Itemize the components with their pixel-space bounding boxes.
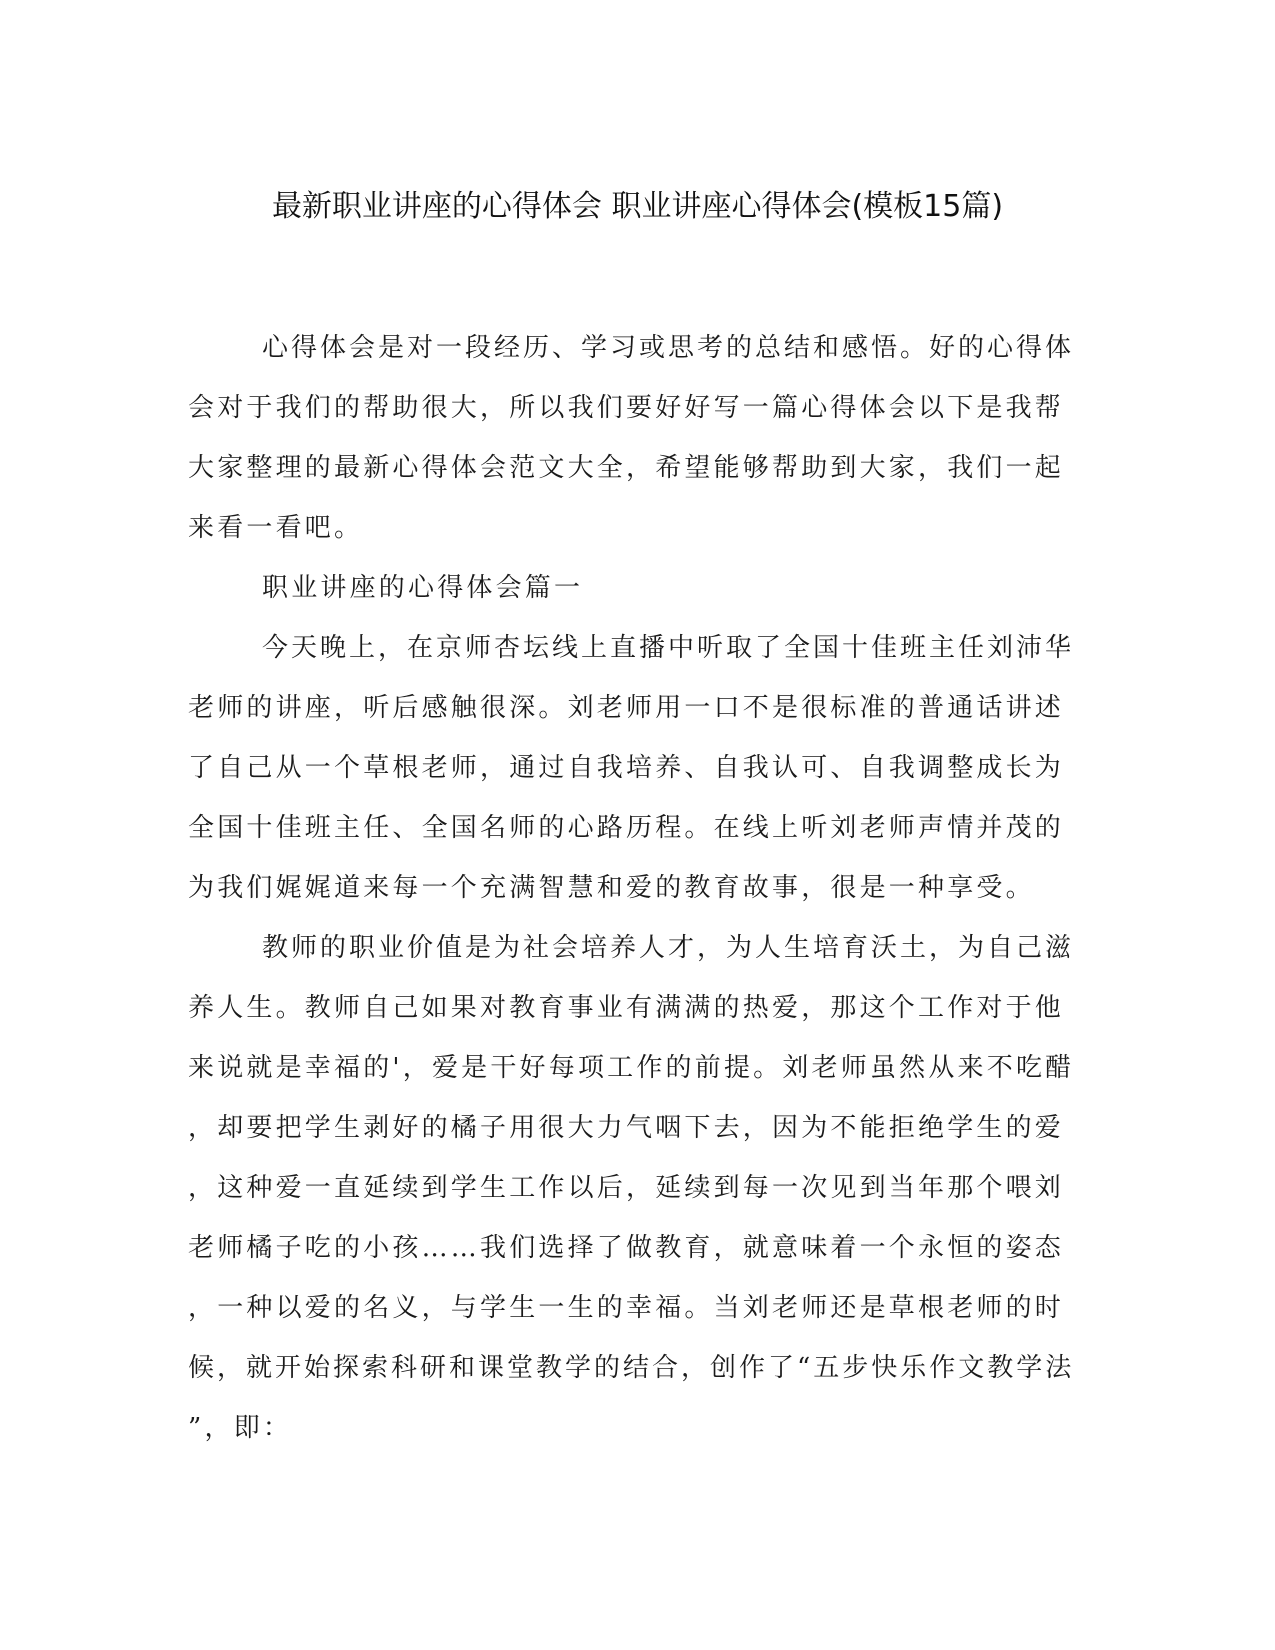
paragraph-2-line-6: 老师橘子吃的小孩……我们选择了做教育，就意味着一个永恒的姿态 [188, 1233, 1065, 1263]
paragraph-2-line-8: 候，就开始探索科研和课堂教学的结合，创作了“五步快乐作文教学法 [188, 1353, 1075, 1383]
paragraph-1-line-5: 为我们娓娓道来每一个充满智慧和爱的教育故事，很是一种享受。 [188, 873, 1035, 903]
paragraph-1-line-3: 了自己从一个草根老师，通过自我培养、自我认可、自我调整成长为 [188, 753, 1065, 783]
document-body [188, 318, 1074, 1458]
paragraph-2-line-7: ，一种以爱的名义，与学生一生的幸福。当刘老师还是草根老师的时 [188, 1293, 1065, 1323]
paragraph-2-line-3: 来说就是幸福的'，爱是干好每项工作的前提。刘老师虽然从来不吃醋 [188, 1053, 1075, 1083]
section-heading: 职业讲座的心得体会篇一 [262, 573, 584, 603]
paragraph-2-line-5: ，这种爱一直延续到学生工作以后，延续到每一次见到当年那个喂刘 [188, 1173, 1065, 1203]
paragraph-2-line-4: ，却要把学生剥好的橘子用很大力气咽下去，因为不能拒绝学生的爱 [188, 1113, 1065, 1143]
paragraph-1-line-1: 今天晚上，在京师杏坛线上直播中听取了全国十佳班主任刘沛华 [262, 633, 1075, 663]
paragraph-intro-line-1: 心得体会是对一段经历、学习或思考的总结和感悟。好的心得体 [262, 333, 1075, 363]
paragraph-1-line-2: 老师的讲座，听后感触很深。刘老师用一口不是很标准的普通话讲述 [188, 693, 1065, 723]
document-title: 最新职业讲座的心得体会 职业讲座心得体会(模板15篇) [271, 189, 1004, 224]
paragraph-intro-line-2: 会对于我们的帮助很大，所以我们要好好写一篇心得体会以下是我帮 [188, 393, 1065, 423]
paragraph-2-line-9: ”，即： [188, 1413, 293, 1443]
paragraph-intro-line-4: 来看一看吧。 [188, 513, 364, 543]
paragraph-1-line-4: 全国十佳班主任、全国名师的心路历程。在线上听刘老师声情并茂的 [188, 813, 1065, 843]
paragraph-2-line-2: 养人生。教师自己如果对教育事业有满满的热爱，那这个工作对于他 [188, 993, 1065, 1023]
paragraph-2-line-1: 教师的职业价值是为社会培养人才，为人生培育沃土，为自己滋 [262, 933, 1075, 963]
paragraph-intro-line-3: 大家整理的最新心得体会范文大全，希望能够帮助到大家，我们一起 [188, 453, 1065, 483]
